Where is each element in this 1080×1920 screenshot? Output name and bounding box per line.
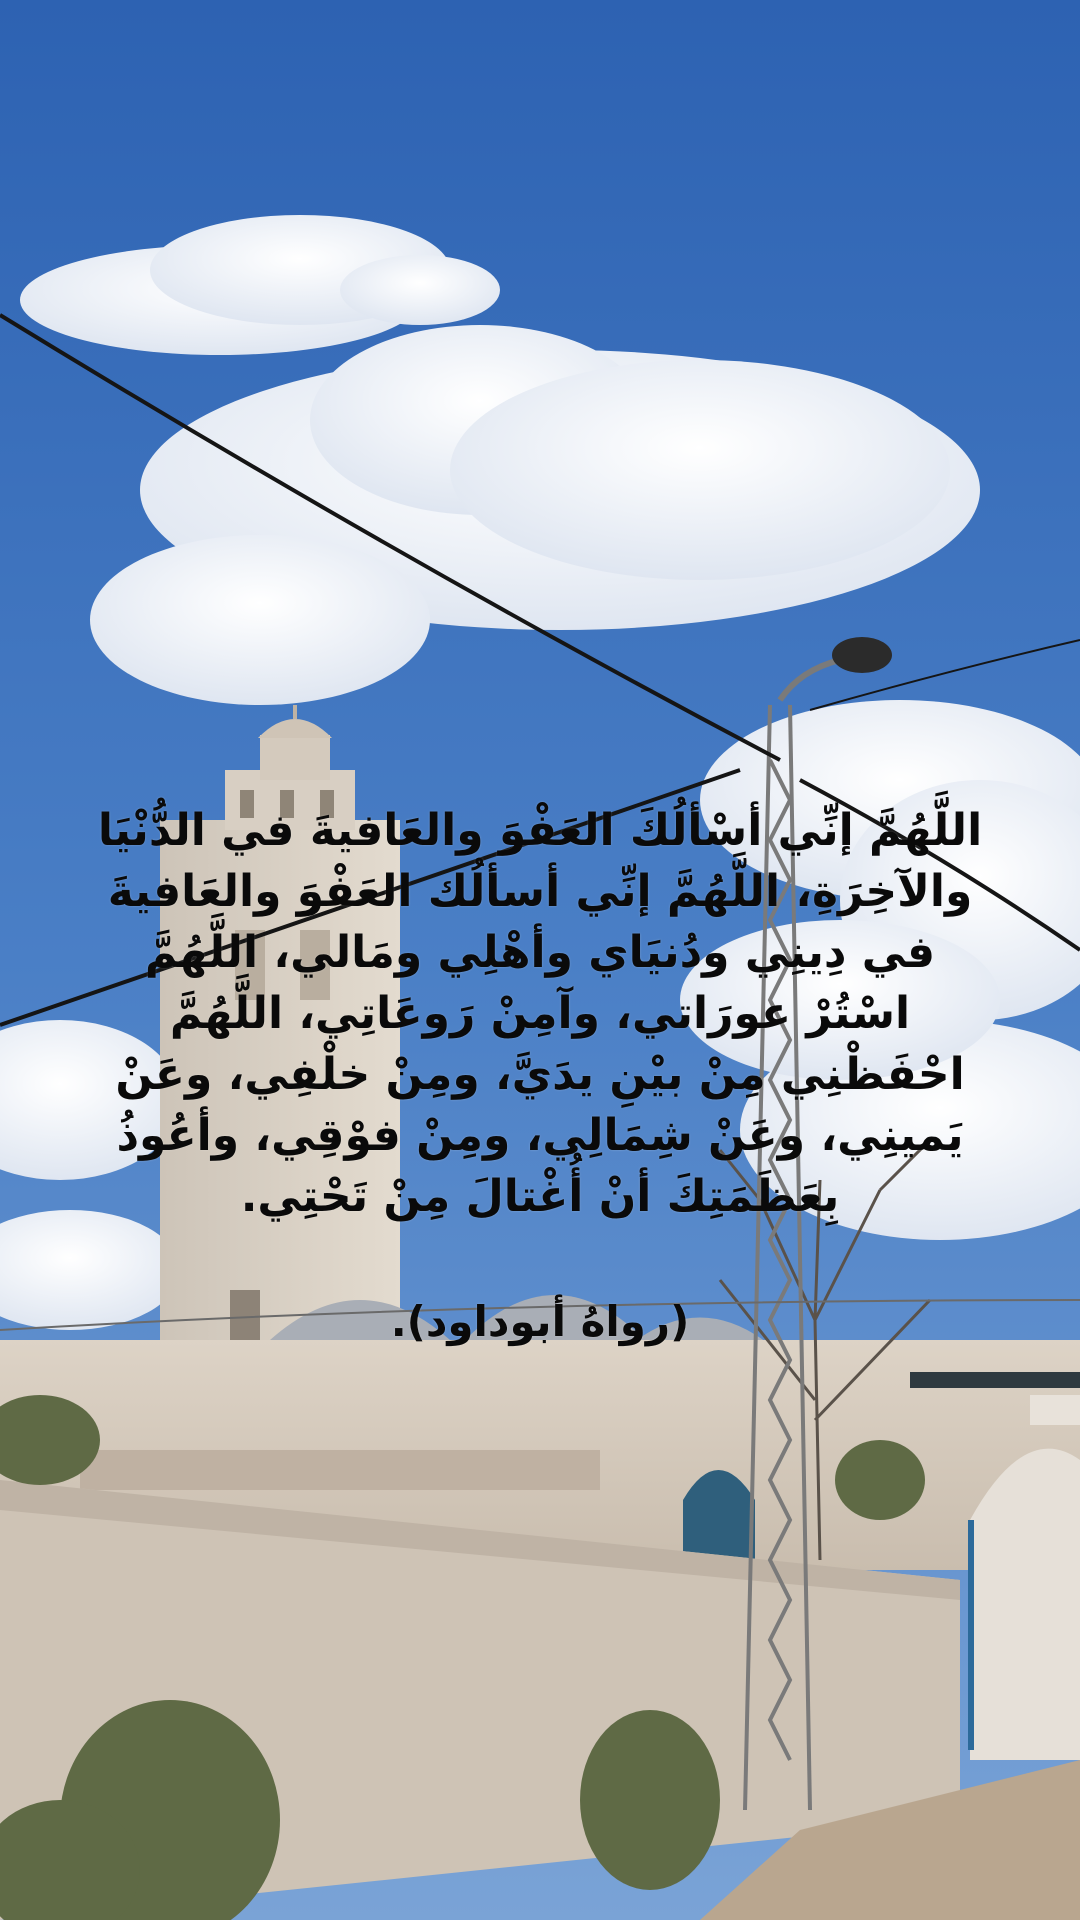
dua-line: احْفَظْنِي مِنْ بيْنِ يدَيَّ، ومِنْ خلْفِي، وعَنْ: [115, 1049, 965, 1100]
dua-line: والآخِرَةِ، اللَّهُمَّ إنِّي أسألُك العَفْوَ والعَافيةَ: [107, 866, 973, 917]
dua-line: اسْتُرْ عورَاتي، وآمِنْ رَوعَاتِي، اللَّهُمَّ: [169, 988, 911, 1039]
dua-text-block: [60, 800, 1020, 1352]
dua-line: يَمينِي، وعَنْ شِمَالِي، ومِنْ فوْقِي، وأعُوذُ: [116, 1110, 964, 1161]
dua-line: اللَّهُمَّ إنِّي أسْألُكَ العَفْوَ والعَافيةَ في الدُّنْيَا: [97, 805, 983, 856]
dua-line: بِعَظَمَتِكَ أنْ أُغْتالَ مِنْ تَحْتِي.: [240, 1171, 840, 1222]
hadith-source: (رواهُ أبوداود).: [390, 1297, 690, 1346]
lamp-head: [832, 637, 892, 673]
dua-line: في دِينِي ودُنيَاي وأهْلِي ومَالي، اللَّهُمَّ: [144, 927, 936, 978]
